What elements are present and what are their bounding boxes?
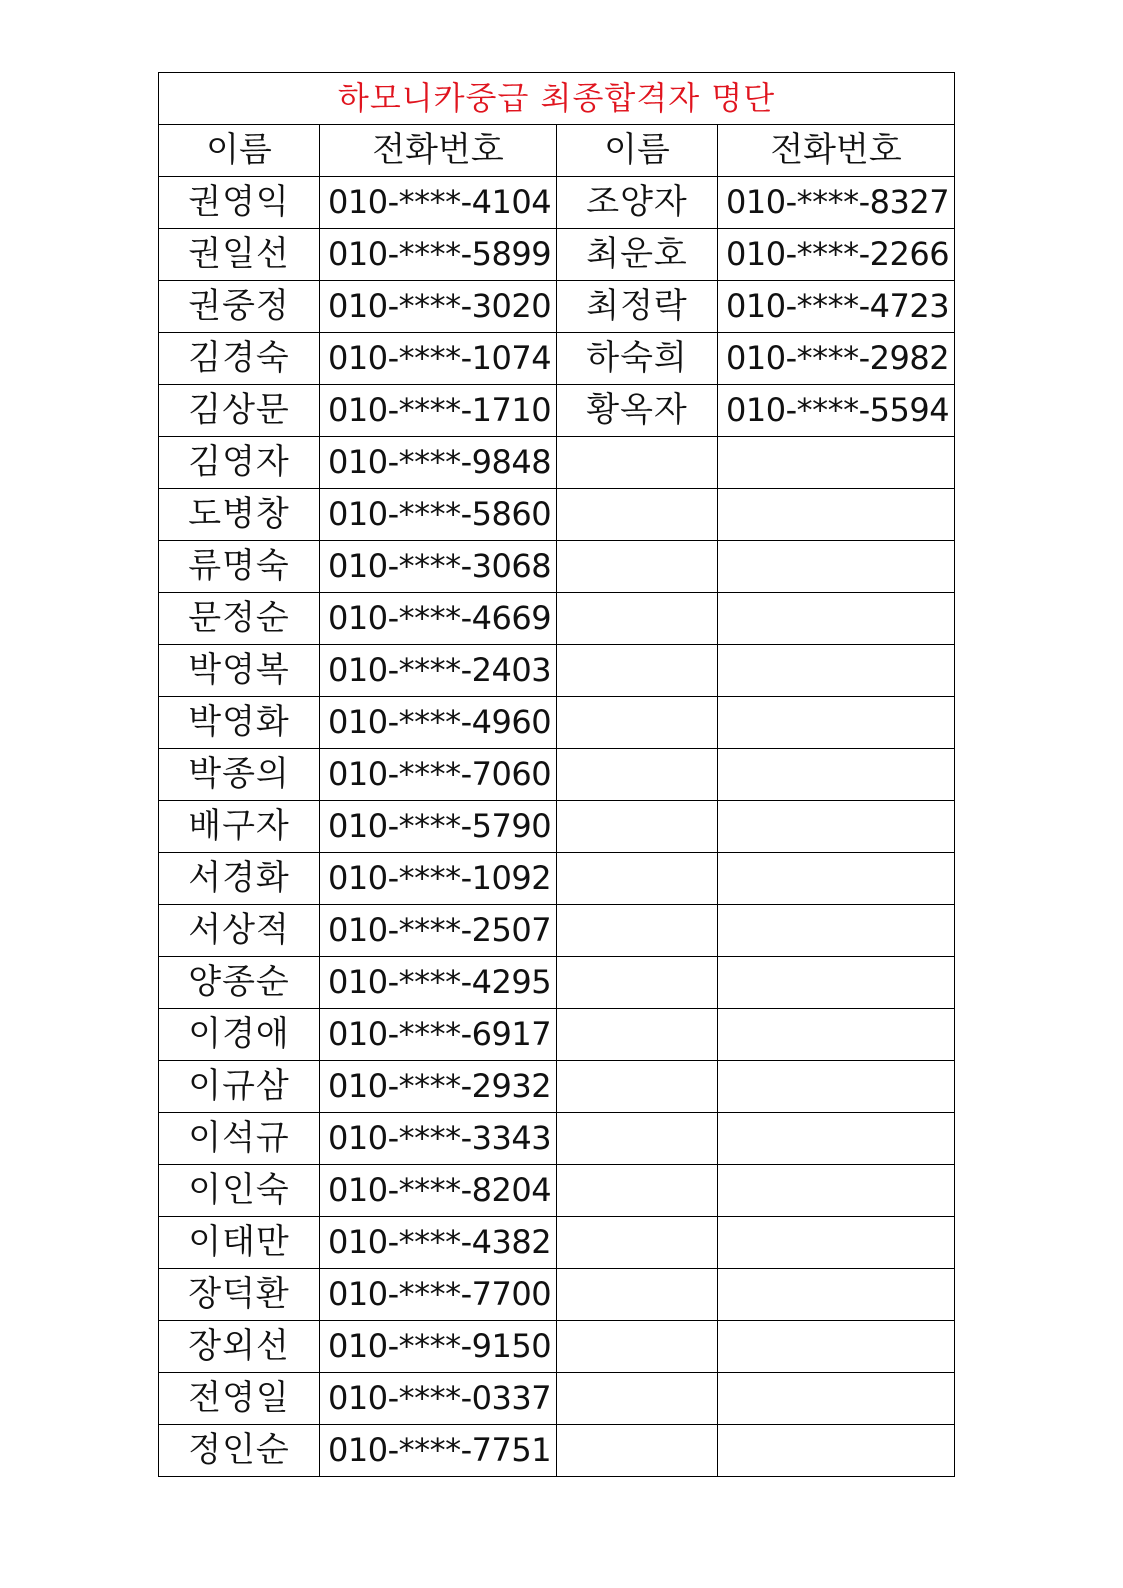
member-phone-cell: 010-****-4295 <box>320 957 557 1009</box>
member-phone-cell: 010-****-4104 <box>320 177 557 229</box>
member-name-cell <box>557 957 718 1009</box>
member-phone-cell: 010-****-2932 <box>320 1061 557 1113</box>
member-name-cell <box>557 541 718 593</box>
header-phone-right: 전화번호 <box>718 125 955 177</box>
member-name-cell: 전영일 <box>159 1373 320 1425</box>
member-name-cell: 이석규 <box>159 1113 320 1165</box>
member-name-cell: 류명숙 <box>159 541 320 593</box>
member-phone-cell: 010-****-3068 <box>320 541 557 593</box>
member-name-cell: 배구자 <box>159 801 320 853</box>
member-name-cell <box>557 801 718 853</box>
page-title: 하모니카중급 최종합격자 명단 <box>159 73 955 125</box>
member-name-cell: 서상적 <box>159 905 320 957</box>
member-name-cell: 권일선 <box>159 229 320 281</box>
member-name-cell <box>557 1009 718 1061</box>
member-phone-cell <box>718 645 955 697</box>
member-phone-cell <box>718 1009 955 1061</box>
member-phone-cell <box>718 749 955 801</box>
member-phone-cell: 010-****-1710 <box>320 385 557 437</box>
member-phone-cell <box>718 957 955 1009</box>
member-name-cell <box>557 697 718 749</box>
table-row <box>159 1113 955 1165</box>
table-row <box>159 1009 955 1061</box>
table-row <box>159 333 955 385</box>
member-phone-cell: 010-****-7700 <box>320 1269 557 1321</box>
member-phone-cell <box>718 1321 955 1373</box>
member-phone-cell <box>718 489 955 541</box>
member-phone-cell <box>718 1061 955 1113</box>
member-name-cell: 하숙희 <box>557 333 718 385</box>
member-name-cell: 박종의 <box>159 749 320 801</box>
table-row <box>159 437 955 489</box>
member-name-cell: 정인순 <box>159 1425 320 1477</box>
member-name-cell: 황옥자 <box>557 385 718 437</box>
member-name-cell: 최운호 <box>557 229 718 281</box>
member-phone-cell: 010-****-3343 <box>320 1113 557 1165</box>
member-name-cell <box>557 1217 718 1269</box>
table-row <box>159 801 955 853</box>
member-phone-cell: 010-****-4382 <box>320 1217 557 1269</box>
member-phone-cell: 010-****-5860 <box>320 489 557 541</box>
table-row <box>159 1061 955 1113</box>
member-phone-cell: 010-****-8327 <box>718 177 955 229</box>
member-name-cell <box>557 1425 718 1477</box>
table-row <box>159 229 955 281</box>
table-row <box>159 749 955 801</box>
member-phone-cell <box>718 541 955 593</box>
member-name-cell <box>557 749 718 801</box>
member-name-cell: 조양자 <box>557 177 718 229</box>
member-name-cell <box>557 1113 718 1165</box>
member-name-cell <box>557 853 718 905</box>
member-name-cell <box>557 489 718 541</box>
member-name-cell <box>557 1165 718 1217</box>
member-phone-cell <box>718 1269 955 1321</box>
member-phone-cell: 010-****-8204 <box>320 1165 557 1217</box>
member-name-cell: 이인숙 <box>159 1165 320 1217</box>
table-row <box>159 697 955 749</box>
member-phone-cell <box>718 1425 955 1477</box>
member-name-cell: 박영복 <box>159 645 320 697</box>
table-row <box>159 645 955 697</box>
member-name-cell <box>557 1269 718 1321</box>
member-name-cell <box>557 1321 718 1373</box>
member-name-cell: 권영익 <box>159 177 320 229</box>
member-phone-cell <box>718 437 955 489</box>
member-phone-cell: 010-****-4960 <box>320 697 557 749</box>
member-phone-cell <box>718 1165 955 1217</box>
member-phone-cell: 010-****-4723 <box>718 281 955 333</box>
member-name-cell <box>557 645 718 697</box>
table-row <box>159 1217 955 1269</box>
member-name-cell <box>557 905 718 957</box>
member-name-cell: 박영화 <box>159 697 320 749</box>
member-phone-cell <box>718 1373 955 1425</box>
member-phone-cell <box>718 697 955 749</box>
header-row <box>159 125 955 177</box>
member-phone-cell: 010-****-1074 <box>320 333 557 385</box>
member-name-cell: 도병창 <box>159 489 320 541</box>
table-row <box>159 905 955 957</box>
table-row <box>159 593 955 645</box>
member-name-cell: 양종순 <box>159 957 320 1009</box>
table-row <box>159 957 955 1009</box>
table-row <box>159 385 955 437</box>
member-name-cell: 김경숙 <box>159 333 320 385</box>
member-name-cell: 장덕환 <box>159 1269 320 1321</box>
member-phone-cell: 010-****-9150 <box>320 1321 557 1373</box>
member-phone-cell: 010-****-6917 <box>320 1009 557 1061</box>
member-name-cell: 최정락 <box>557 281 718 333</box>
table-row <box>159 281 955 333</box>
header-name-right: 이름 <box>557 125 718 177</box>
table-row <box>159 853 955 905</box>
table-row <box>159 489 955 541</box>
member-phone-cell: 010-****-2403 <box>320 645 557 697</box>
member-name-cell: 김영자 <box>159 437 320 489</box>
member-name-cell: 이태만 <box>159 1217 320 1269</box>
header-name-left: 이름 <box>159 125 320 177</box>
member-name-cell: 이규삼 <box>159 1061 320 1113</box>
member-phone-cell <box>718 1217 955 1269</box>
table-row <box>159 1373 955 1425</box>
member-phone-cell: 010-****-5594 <box>718 385 955 437</box>
member-name-cell: 장외선 <box>159 1321 320 1373</box>
member-phone-cell <box>718 801 955 853</box>
table-row <box>159 1269 955 1321</box>
member-phone-cell: 010-****-4669 <box>320 593 557 645</box>
table-row <box>159 541 955 593</box>
member-phone-cell: 010-****-2507 <box>320 905 557 957</box>
member-name-cell <box>557 1061 718 1113</box>
member-name-cell: 권중정 <box>159 281 320 333</box>
table-row <box>159 1321 955 1373</box>
roster-body <box>159 177 955 1477</box>
member-phone-cell <box>718 853 955 905</box>
member-phone-cell <box>718 1113 955 1165</box>
table-row <box>159 177 955 229</box>
member-phone-cell: 010-****-5899 <box>320 229 557 281</box>
member-phone-cell: 010-****-2266 <box>718 229 955 281</box>
member-phone-cell: 010-****-7751 <box>320 1425 557 1477</box>
member-phone-cell: 010-****-7060 <box>320 749 557 801</box>
member-phone-cell: 010-****-3020 <box>320 281 557 333</box>
member-name-cell: 서경화 <box>159 853 320 905</box>
member-phone-cell: 010-****-2982 <box>718 333 955 385</box>
roster-table <box>158 72 955 1477</box>
member-phone-cell: 010-****-5790 <box>320 801 557 853</box>
table-row <box>159 1425 955 1477</box>
member-phone-cell <box>718 905 955 957</box>
member-phone-cell: 010-****-9848 <box>320 437 557 489</box>
member-phone-cell <box>718 593 955 645</box>
header-phone-left: 전화번호 <box>320 125 557 177</box>
member-name-cell: 김상문 <box>159 385 320 437</box>
member-name-cell: 이경애 <box>159 1009 320 1061</box>
title-row <box>159 73 955 125</box>
member-name-cell <box>557 593 718 645</box>
member-name-cell <box>557 1373 718 1425</box>
member-phone-cell: 010-****-1092 <box>320 853 557 905</box>
member-phone-cell: 010-****-0337 <box>320 1373 557 1425</box>
member-name-cell <box>557 437 718 489</box>
member-name-cell: 문정순 <box>159 593 320 645</box>
table-row <box>159 1165 955 1217</box>
